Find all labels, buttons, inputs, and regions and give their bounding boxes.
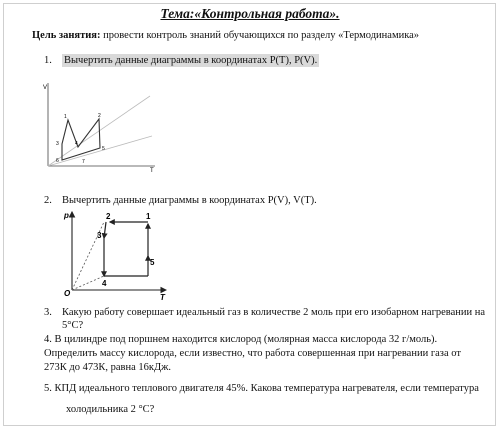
- diagram-1: [40, 78, 160, 172]
- svg-text:p: p: [64, 211, 69, 220]
- task-3-line-1: Какую работу совершает идеальный газ в количестве 2 моль при его изобарном нагревании на: [62, 307, 486, 318]
- task-4-line-3: 273К до 473К, равна 16кДж.: [44, 362, 172, 373]
- task-4-line-2: Определить массу кислорода, если известно, что работа совершенная при нагревании газа от: [44, 348, 461, 359]
- task-3-line-2: 5°С?: [62, 320, 84, 331]
- page-title: Тема:«Контрольная работа».: [160, 6, 340, 21]
- svg-text:O: O: [64, 289, 71, 298]
- svg-text:T: T: [160, 293, 165, 302]
- svg-text:T: T: [150, 168, 154, 172]
- diagram-2-segment-2-3: [104, 222, 106, 238]
- svg-text:4: 4: [102, 279, 107, 288]
- svg-text:5: 5: [102, 146, 105, 152]
- task-4: 4. В цилиндре под поршнем находится кислород (молярная масса кислорода 32 г/моль).: [44, 334, 438, 345]
- diagram-2-dashed-lower: [72, 276, 104, 290]
- task-5: 5. КПД идеального теплового двигателя 45%. Какова температура нагревателя, если температура: [44, 383, 479, 394]
- svg-text:1: 1: [64, 114, 67, 120]
- task-5-line-1: КПД идеального теплового двигателя 45%. Какова температура нагревателя, если температура: [54, 383, 479, 394]
- svg-text:3: 3: [56, 141, 59, 147]
- svg-text:5: 5: [150, 258, 155, 267]
- task-2: 2. Вычертить данные диаграммы в координатах P(V), V(T).: [44, 195, 317, 206]
- svg-text:3: 3: [97, 231, 102, 240]
- goal-text: провести контроль знаний обучающихся по разделу «Термодинамика»: [100, 30, 420, 41]
- diagram-2: [62, 208, 172, 302]
- diagram-1-cycle: [62, 119, 100, 160]
- svg-text:2: 2: [106, 212, 111, 221]
- task-1: 1. Вычертить данные диаграммы в координатах P(T), P(V).: [44, 55, 318, 66]
- lesson-goal: [32, 30, 419, 41]
- task-2-text: Вычертить данные диаграммы в координатах P(V), V(T).: [62, 195, 317, 206]
- svg-text:V: V: [43, 85, 48, 91]
- task-3: 3. Какую работу совершает идеальный газ в количестве 2 моль при его изобарном нагревании на: [44, 307, 486, 318]
- goal-label: Цель занятия:: [32, 30, 101, 41]
- svg-text:2: 2: [98, 113, 101, 119]
- task-5-line-2: холодильника 2 °С?: [66, 404, 155, 415]
- svg-text:6: 6: [56, 158, 59, 164]
- svg-text:1: 1: [146, 212, 151, 221]
- task-4-line-1: В цилиндре под поршнем находится кислород (молярная масса кислорода 32 г/моль).: [54, 334, 438, 345]
- task-1-text: Вычертить данные диаграммы в координатах P(T), P(V).: [64, 55, 318, 66]
- svg-text:4: 4: [75, 141, 78, 147]
- svg-text:7: 7: [82, 159, 85, 165]
